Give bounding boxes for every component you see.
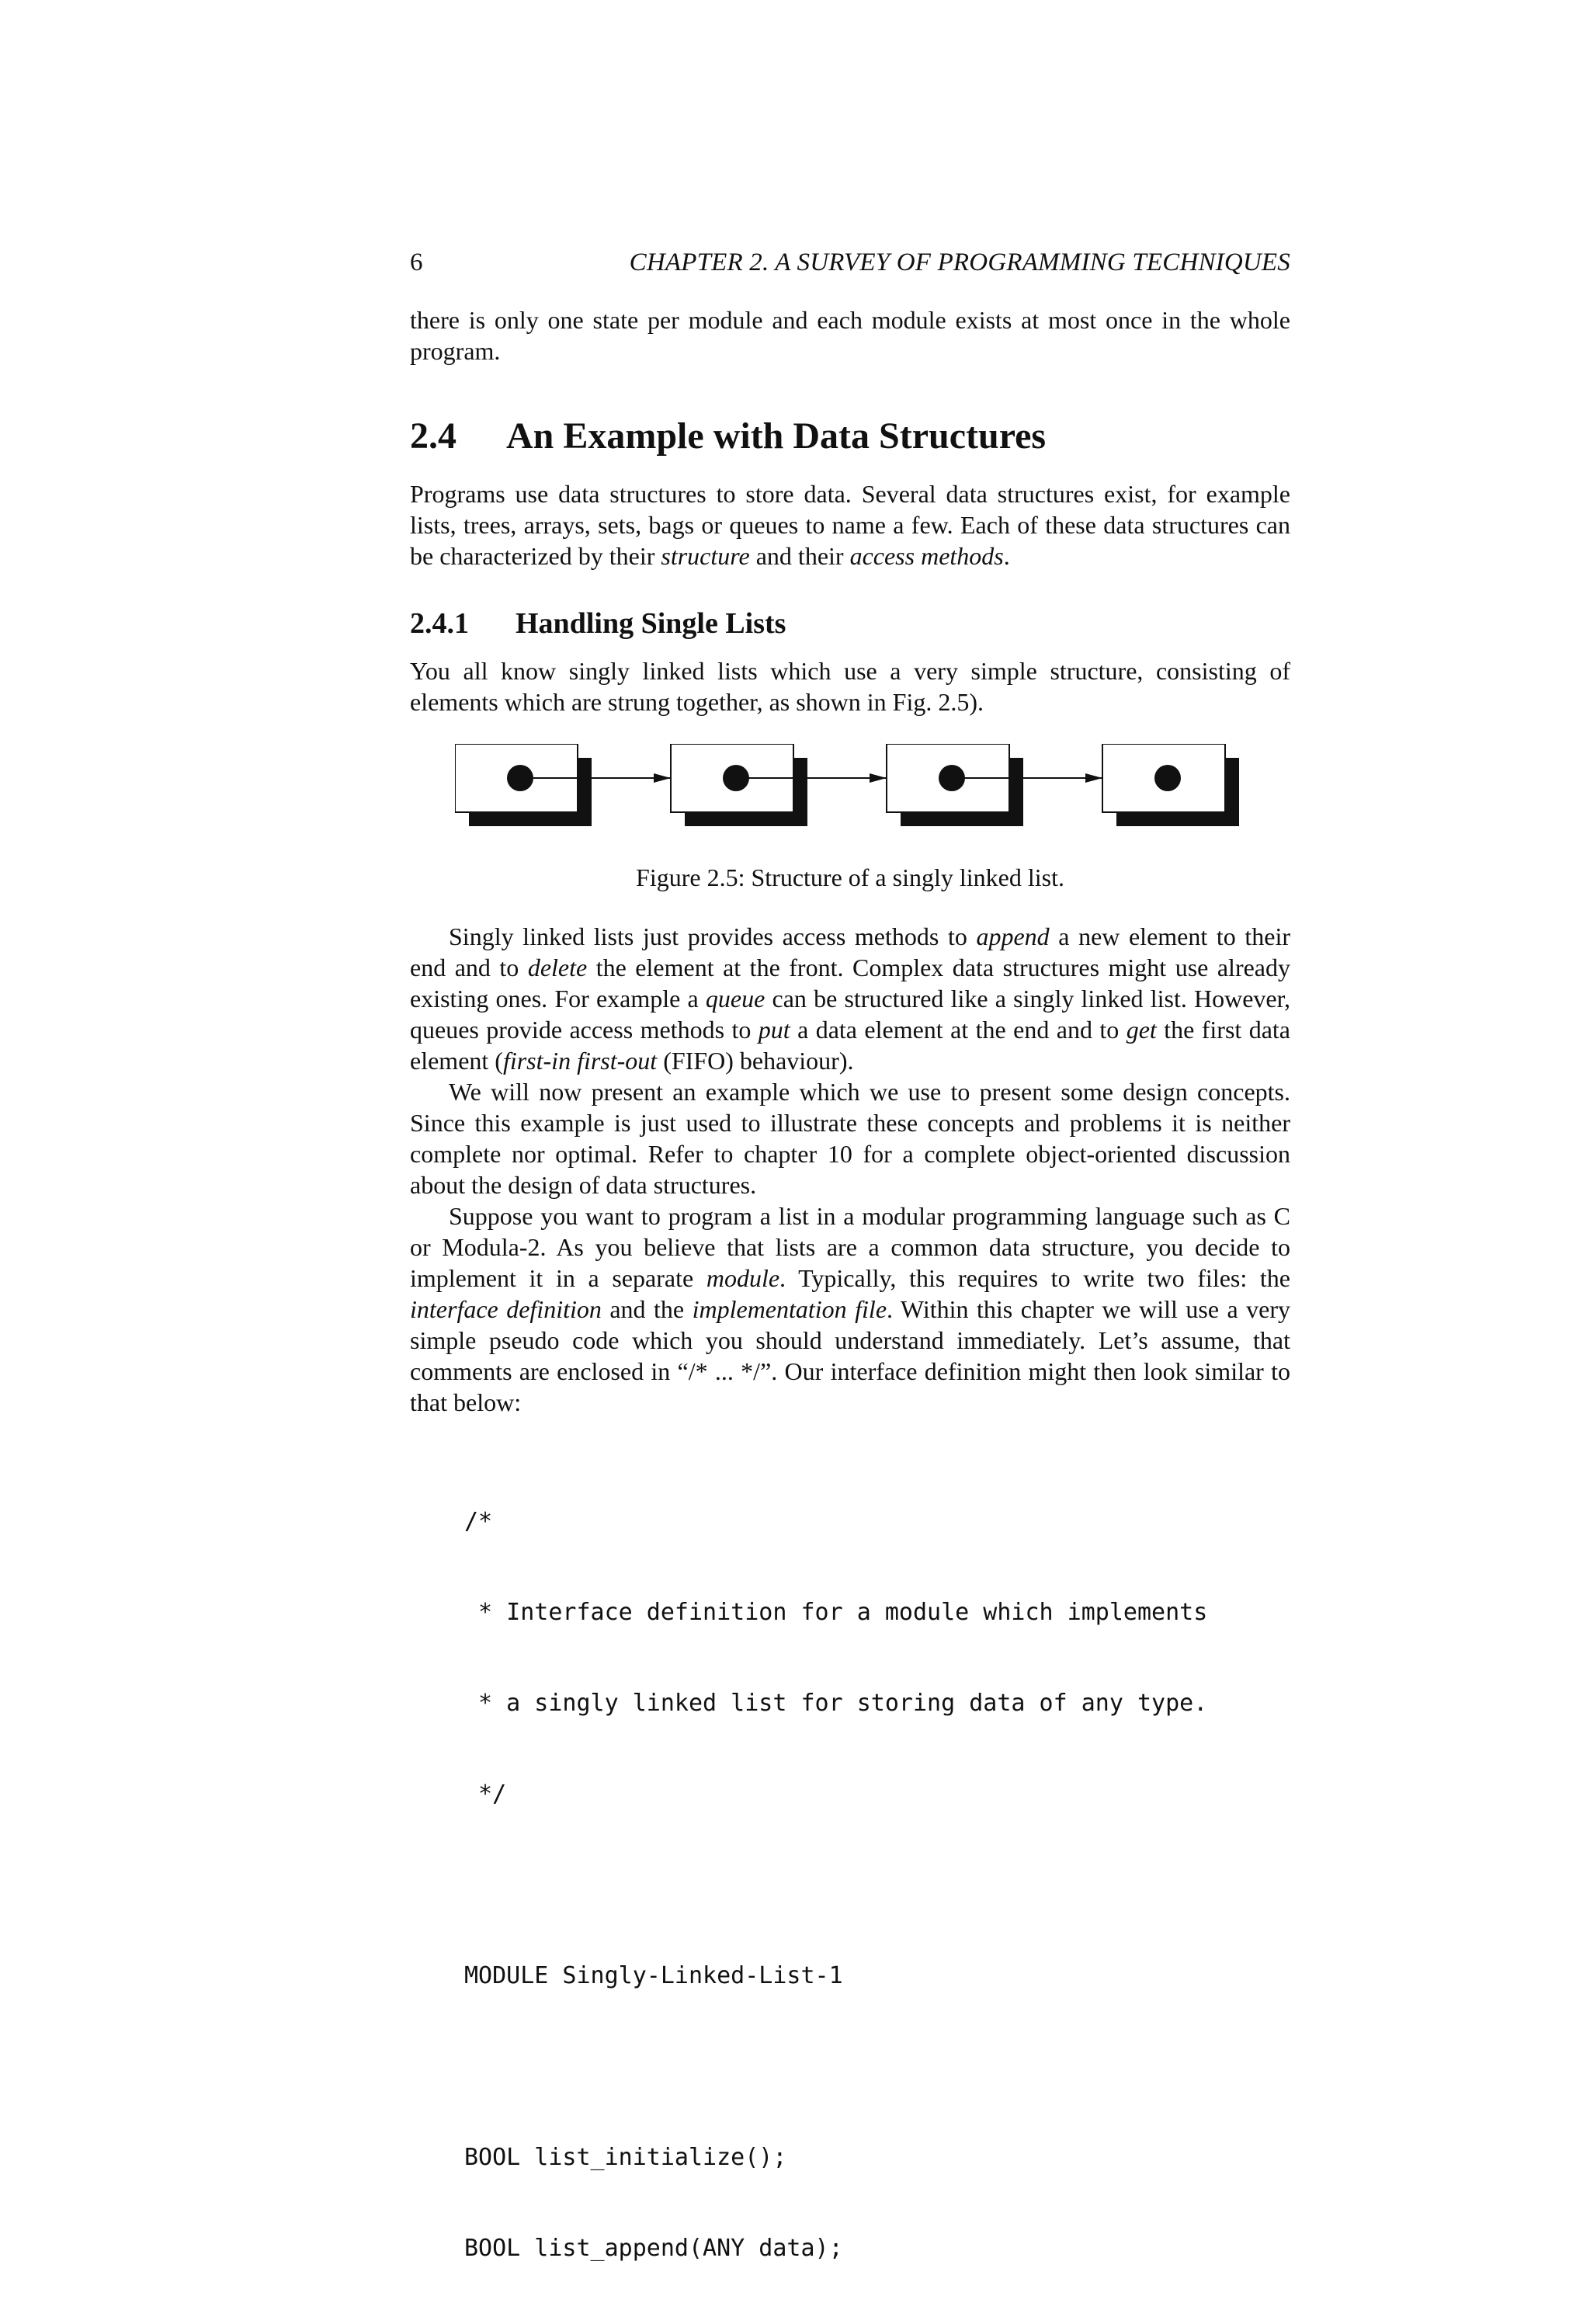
code-line: */ [464,1780,507,1808]
running-header [410,233,1290,276]
section-number: 2.4 [410,415,457,457]
code-line: /* [464,1508,493,1535]
section-title: An Example with Data Structures [506,415,1047,457]
figure-caption: Figure 2.5: Structure of a singly linked list. [636,863,1064,891]
code-line: BOOL list_append(ANY data); [464,2235,843,2262]
code-line: MODULE Singly-Linked-List-1 [464,1962,843,1989]
list-node-1 [455,744,592,826]
intro-paragraph: there is only one state per module and each module exists at most once in the whole program. [410,306,1290,365]
section-heading [410,415,1290,458]
subsection-number: 2.4.1 [410,607,469,640]
list-node-2 [671,744,807,826]
body-paragraph-1: Singly linked lists just provides access methods to append a new element to their end and to delete the element at the front. Complex data structures might use already existing ones. For example a queue can be structured like a singly linked list. However, queues provide access methods to put a data element at the end and to get the first data element (first-in first-out (FIFO) behaviour). [410,922,1291,1075]
subsection-heading [410,606,1290,641]
code-line: BOOL list_initialize(); [464,2144,787,2171]
list-node-3 [887,744,1023,826]
linked-list-diagram [455,744,1247,831]
code-listing [464,1446,1290,2324]
code-blank-line [464,1870,1290,1900]
page-number: 6 [410,248,423,276]
code-line: * a singly linked list for storing data of any type. [464,1690,1208,1717]
subsection-paragraph: You all know singly linked lists which use a very simple structure, consisting of elements which are strung together, as shown in Fig. 2.5). [410,657,1290,716]
document-page [410,233,1290,2324]
chapter-title: CHAPTER 2. A SURVEY OF PROGRAMMING TECHNIQUES [629,248,1290,276]
list-node-4 [1102,744,1239,826]
body-paragraph-2: We will now present an example which we use to present some design concepts. Since this example is just used to illustrate these concepts and problems it is neither complete nor optimal. Refer to chapter 10 for a complete object-oriented discussion about the design of data structures. [410,1078,1290,1199]
code-blank-line [464,2051,1290,2082]
section-paragraph: Programs use data structures to store data. Several data structures exist, for example lists, trees, arrays, sets, bags or queues to name a few. Each of these data structures can be characterized by their structure and their access methods. [410,480,1290,570]
code-line: * Interface definition for a module which implements [464,1599,1208,1626]
subsection-title: Handling Single Lists [516,607,786,640]
linked-list-figure [410,744,1290,831]
body-paragraph-3: Suppose you want to program a list in a modular programming language such as C or Modula-2. As you believe that lists are a common data structure, you decide to implement it in a separate module. Typically, this requires to write two files: the interface definition and the implementation file. Within this chapter we will use a very simple pseudo code which you should understand immediately. Let’s assume, that comments are enclosed in “/* ... */”. Our interface definition might then look similar to that below: [410,1202,1291,1416]
